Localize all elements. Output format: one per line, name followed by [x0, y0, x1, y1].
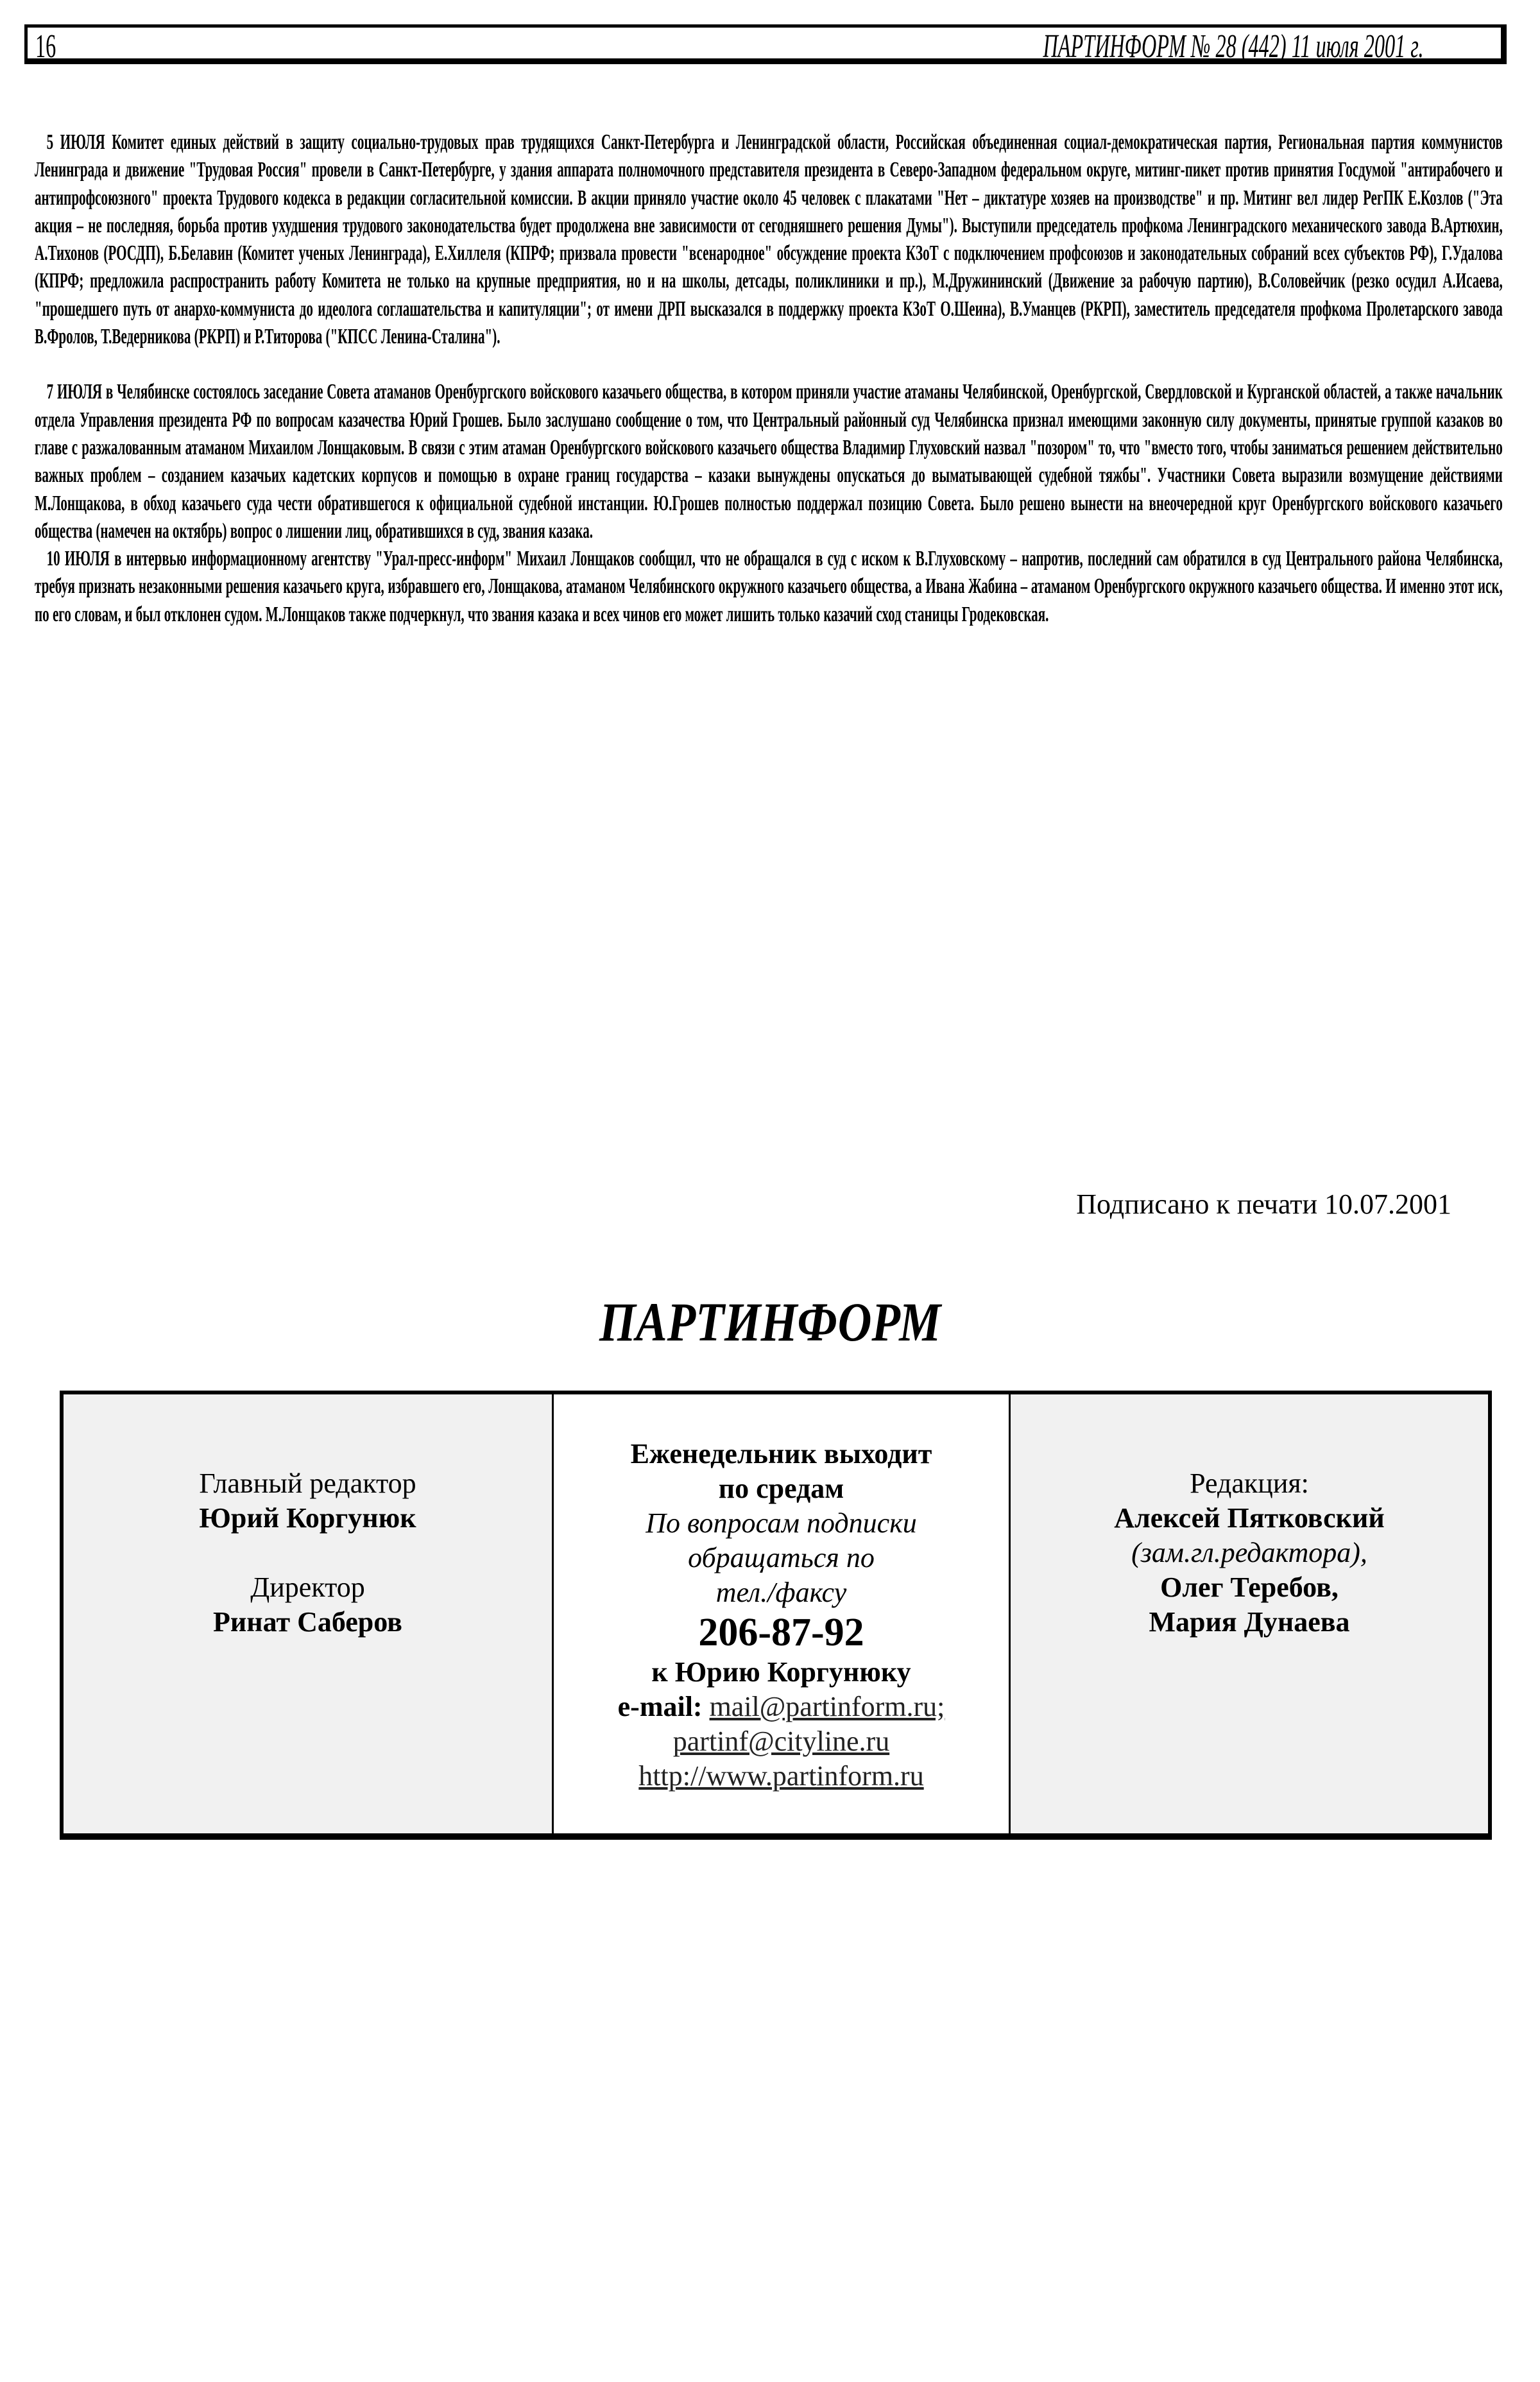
director-label: Директор — [250, 1572, 365, 1603]
subscription-note-3: тел./факсу — [715, 1577, 847, 1608]
phone-number: 206-87-92 — [698, 1611, 864, 1654]
article-body — [35, 128, 1502, 628]
staff-role-1: (зам.гл.редактора), — [1131, 1537, 1367, 1568]
email-link-1[interactable]: mail@partinform.ru; — [709, 1691, 945, 1722]
website-link[interactable]: http://www.partinform.ru — [638, 1760, 924, 1792]
staff-name-2: Олег Теребов, — [1160, 1572, 1339, 1603]
contacts-cell — [554, 1394, 1011, 1833]
page-header — [24, 24, 1507, 64]
news-paragraph: 10 ИЮЛЯ в интервью информационному агентству "Урал-пресс-информ" Михаил Лонщаков сообщил, что не обращался в суд с иском к В.Глуховскому – напротив, последний сам обратился в суд Центрального района Челябинска, требуя признать незаконными решения казачьего круга, избравшего его, Лонщакова, атаманом Челябинского окружного казачьего общества, а Ивана Жабина – атаманом Оренбургского окружного казачьего общества. И именно этот иск, по его словам, и был отклонен судом. М.Лонщаков также подчеркнул, что звания казака и всех чинов его может лишить только казачий сход станицы Гродековская. — [35, 547, 1503, 626]
schedule-line-2: по средам — [718, 1473, 844, 1504]
subscription-note-2: обращаться по — [688, 1542, 875, 1573]
editors-cell — [64, 1394, 554, 1833]
staff-name-3: Мария Дунаева — [1149, 1606, 1350, 1638]
issue-line: ПАРТИНФОРМ № 28 (442) 11 июля 2001 г. — [1043, 28, 1424, 65]
masthead-title — [0, 1290, 1540, 1354]
email-row — [554, 1690, 1009, 1724]
subscription-note-1: По вопросам подписки — [646, 1507, 917, 1539]
signed-for-print: Подписано к печати 10.07.2001 — [1076, 1188, 1451, 1220]
masthead-title-text: ПАРТИНФОРМ — [599, 1291, 941, 1353]
staff-cell — [1011, 1394, 1488, 1833]
masthead-table — [60, 1391, 1492, 1840]
schedule-line-1: Еженедельник выходит — [630, 1438, 932, 1469]
director-name: Ринат Саберов — [213, 1606, 402, 1638]
contact-person: к Юрию Коргунюку — [651, 1656, 911, 1688]
staff-name-1: Алексей Пятковский — [1114, 1502, 1385, 1534]
staff-label: Редакция: — [1190, 1468, 1309, 1499]
spacer — [64, 1536, 552, 1570]
editor-in-chief-name: Юрий Коргунюк — [199, 1502, 416, 1534]
news-paragraph: 5 ИЮЛЯ Комитет единых действий в защиту социально-трудовых прав трудящихся Санкт-Петербурга и Ленинградской области, Российская объединенная социал-демократическая партия, Региональная партия коммунистов Ленинграда и движение "Трудовая Россия" провели в Санкт-Петербурге, у здания аппарата полномочного представителя президента в Северо-Западном федеральном округе, митинг-пикет против принятия Госдумой "антирабочего и антипрофсоюзного" проекта Трудового кодекса в редакции согласительной комиссии. В акции приняло участие около 45 человек с плакатами "Нет – диктатуре хозяев на производстве" и пр. Митинг вел лидер РегПК Е.Козлов ("Эта акция – не последняя, борьба против ухудшения трудового законодательства будет продолжена вне зависимости от сегодняшнего решения Думы"). Выступили председатель профкома Ленинградского механического завода В.Артюхин, А.Тихонов (РОСДП), Б.Белавин (Комитет ученых Ленинграда), Е.Хиллеля (КПРФ; призвала провести "всенародное" обсуждение проекта КЗоТ с подключением профсоюзов и законодательных собраний всех субъектов РФ), Г.Удалова (КПРФ; предложила распространить работу Комитета не только на крупные предприятия, но и на школы, детсады, поликлиники и пр.), М.Дружининский (Движение за рабочую партию), В.Соловейчик (резко осудил А.Исаева, "прошедшего путь от анархо-коммуниста до идеолога соглашательства и капитуляции"; от имени ДРП высказался в поддержку проекта КЗоТ О.Шеина), В.Уманцев (РКРП), заместитель председателя профкома Пролетарского завода В.Фролов, Т.Ведерникова (РКРП) и Р.Титорова ("КПСС Ленина-Сталина"). — [35, 130, 1503, 349]
editor-in-chief-label: Главный редактор — [199, 1468, 416, 1499]
page-number: 16 — [35, 28, 56, 65]
email-link-2[interactable]: partinf@cityline.ru — [672, 1726, 890, 1757]
news-paragraph: 7 ИЮЛЯ в Челябинске состоялось заседание Совета атаманов Оренбургского войскового казачьего общества, в котором приняли участие атаманы Челябинской, Оренбургской, Свердловской и Курганской областей, а также начальник отдела Управления президента РФ по вопросам казачества Юрий Грошев. Было заслушано сообщение о том, что Центральный районный суд Челябинска признал имеющими законную силу документы, принятые группой казаков во главе с разжалованным атаманом Михаилом Лонщаковым. В связи с этим атаман Оренбургского войскового казачьего общества Владимир Глуховский назвал "позором" то, что "вместо того, чтобы заниматься решением действительно важных проблем – созданием казачьих кадетских корпусов и помощью в охране границ государства – казаки вынуждены опускаться до выматывающей судебной тяжбы". Участники Совета выразили возмущение действиями М.Лонщакова, в обход казачьего суда чести обратившегося к официальной судебной инстанции. Ю.Грошев полностью поддержал позицию Совета. Было решено вынести на внеочередной круг Оренбургского войскового казачьего общества (намечен на октябрь) вопрос о лишении лиц, обратившихся в суд, звания казака. — [35, 380, 1503, 543]
email-label: e-mail: — [617, 1691, 703, 1722]
